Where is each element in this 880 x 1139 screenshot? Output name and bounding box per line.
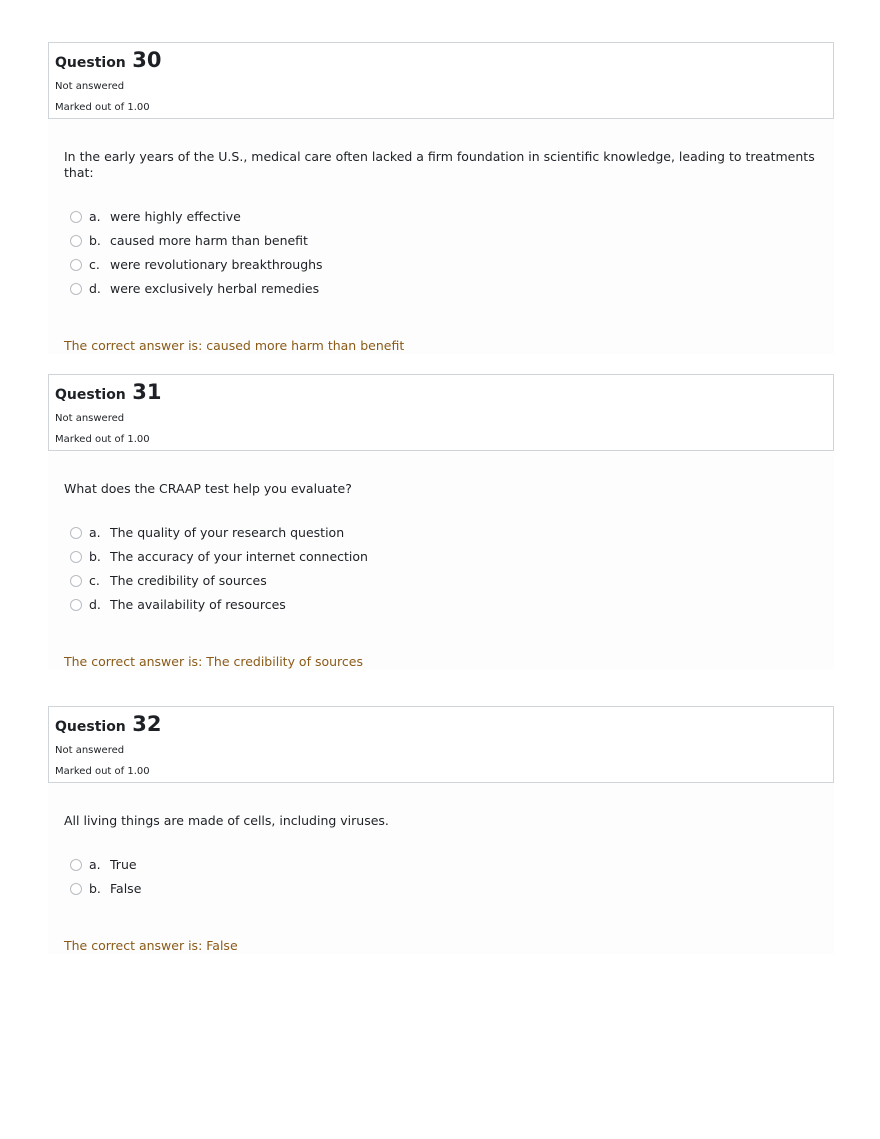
question-info (48, 374, 834, 451)
answer-option-d[interactable] (64, 276, 834, 300)
question-number (55, 379, 827, 406)
question-content (48, 783, 834, 954)
answer-letter: c. (89, 572, 100, 588)
radio-button[interactable] (70, 883, 82, 895)
radio-button[interactable] (70, 551, 82, 563)
question-number-value: 32 (132, 712, 162, 736)
radio-button[interactable] (70, 859, 82, 871)
answer-text: were revolutionary breakthroughs (110, 256, 323, 272)
answer-text: True (110, 856, 137, 872)
question-text: In the early years of the U.S., medical care often lacked a firm foundation in scientific knowledge, leading to treatments that: (64, 149, 815, 180)
answer-letter: a. (89, 524, 101, 540)
radio-button[interactable] (70, 235, 82, 247)
radio-button[interactable] (70, 283, 82, 295)
question-number (55, 711, 827, 738)
answer-text: were exclusively herbal remedies (110, 280, 320, 296)
question-state: Not answered (55, 413, 125, 424)
question-label: Question (55, 719, 126, 735)
correct-answer-feedback: The correct answer is: caused more harm than benefit (64, 338, 405, 353)
answer-text: The accuracy of your internet connection (110, 548, 368, 564)
answer-text: The availability of resources (110, 596, 286, 612)
question-31 (48, 374, 834, 670)
answer-text: The credibility of sources (110, 572, 267, 588)
radio-button[interactable] (70, 259, 82, 271)
answer-letter: a. (89, 856, 101, 872)
question-number-value: 30 (132, 48, 162, 72)
radio-button[interactable] (70, 527, 82, 539)
answer-letter: b. (89, 232, 101, 248)
question-state: Not answered (55, 81, 125, 92)
answer-option-c[interactable] (64, 252, 834, 276)
question-text: What does the CRAAP test help you evaluate? (64, 481, 352, 496)
answer-text: The quality of your research question (110, 524, 345, 540)
answer-option-b[interactable] (64, 228, 834, 252)
question-content (48, 451, 834, 670)
question-30 (48, 42, 834, 354)
question-grade: Marked out of 1.00 (55, 434, 150, 445)
answer-text: caused more harm than benefit (110, 232, 308, 248)
answer-letter: b. (89, 548, 101, 564)
question-info (48, 42, 834, 119)
radio-button[interactable] (70, 599, 82, 611)
correct-answer-feedback: The correct answer is: False (64, 938, 238, 953)
question-32 (48, 706, 834, 954)
correct-answer-feedback: The correct answer is: The credibility of sources (64, 654, 363, 669)
answer-letter: a. (89, 208, 101, 224)
question-content (48, 119, 834, 354)
answer-option-b[interactable] (64, 876, 834, 900)
answer-list (64, 181, 834, 300)
answer-option-a[interactable] (64, 520, 834, 544)
radio-button[interactable] (70, 211, 82, 223)
question-number (55, 47, 827, 74)
question-info (48, 706, 834, 783)
answer-option-a[interactable] (64, 204, 834, 228)
question-grade: Marked out of 1.00 (55, 766, 150, 777)
answer-option-c[interactable] (64, 568, 834, 592)
answer-option-b[interactable] (64, 544, 834, 568)
question-number-value: 31 (132, 380, 162, 404)
answer-list (64, 497, 834, 616)
question-label: Question (55, 387, 126, 403)
radio-button[interactable] (70, 575, 82, 587)
answer-list (64, 829, 834, 900)
question-grade: Marked out of 1.00 (55, 102, 150, 113)
answer-option-a[interactable] (64, 852, 834, 876)
answer-text: False (110, 880, 142, 896)
question-state: Not answered (55, 745, 125, 756)
answer-letter: c. (89, 256, 100, 272)
question-text: All living things are made of cells, including viruses. (64, 813, 389, 828)
answer-option-d[interactable] (64, 592, 834, 616)
answer-letter: d. (89, 596, 101, 612)
answer-text: were highly effective (110, 208, 241, 224)
answer-letter: b. (89, 880, 101, 896)
question-label: Question (55, 55, 126, 71)
answer-letter: d. (89, 280, 101, 296)
